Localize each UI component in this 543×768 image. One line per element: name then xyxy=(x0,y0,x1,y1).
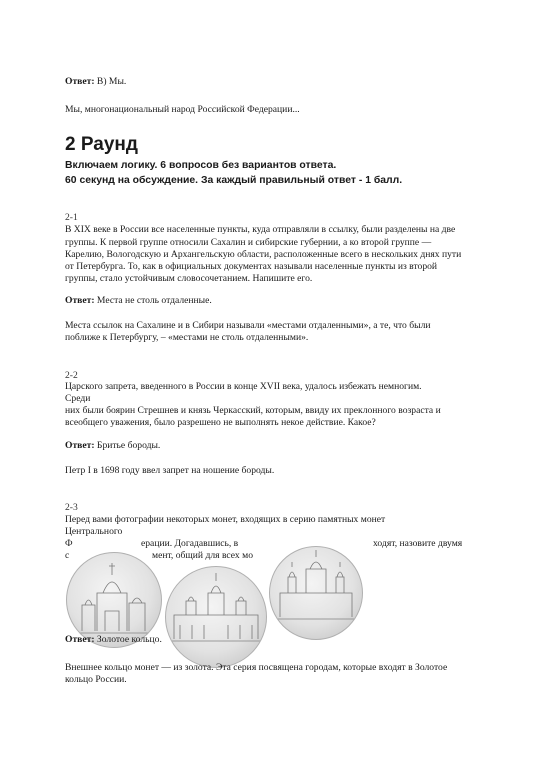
q3-note-2: кольцо России. xyxy=(65,674,127,685)
q3-answer-line xyxy=(65,634,162,647)
q3-line-3a: Ф xyxy=(65,538,73,549)
q3-line-4b: мент, общий для всех мо xyxy=(152,550,253,561)
q2-note: Петр I в 1698 году ввел запрет на ношение бороды. xyxy=(65,465,275,476)
coin-image-2 xyxy=(165,566,267,668)
answer-label: Ответ: xyxy=(65,634,95,645)
q3-line-3b: ерации. Догадавшись, в xyxy=(141,538,239,549)
q3-note-1: Внешнее кольцо монет — из золота. Эта серия посвящена городам, которые входят в Золотое xyxy=(65,662,448,673)
q1-line-1: В XIX веке в России все населенные пункты, куда отправляли в ссылку, были разделены на две xyxy=(65,224,456,235)
round-subtitle-2: 60 секунд на обсуждение. За каждый правильный ответ - 1 балл. xyxy=(65,175,403,186)
q1-note-1: Места ссылок на Сахалине и в Сибири называли «местами отдаленными», а те, что были xyxy=(65,320,431,331)
q3-line-1: Перед вами фотографии некоторых монет, входящих в серию памятных монет xyxy=(65,514,386,525)
r1-note: Мы, многонациональный народ Российской Федерации... xyxy=(65,104,300,115)
q1-answer-line xyxy=(65,295,212,308)
q3-line-4a: с xyxy=(65,550,70,561)
q2-answer-line xyxy=(65,440,160,453)
question-number: 2-2 xyxy=(65,370,78,381)
q2-line-2: Среди xyxy=(65,393,91,404)
answer-label: Ответ: xyxy=(65,76,95,87)
question-number: 2-1 xyxy=(65,212,78,223)
q3-line-3c: ходят, назовите двумя xyxy=(373,538,463,549)
round-title: 2 Раунд xyxy=(65,134,138,155)
q2-line-3: них были боярин Стрешнев и князь Черкасский, которым, ввиду их преклонного возраста и xyxy=(65,405,441,416)
q1-line-3: Карелию, Вологодскую и Архангельскую области, расположенные всего в нескольких днях пути xyxy=(65,249,462,260)
q1-line-2: группы. К первой группе относили Сахалин и сибирские губернии, а ко второй группе — xyxy=(65,237,432,248)
answer-label: Ответ: xyxy=(65,295,95,306)
coin-image-3 xyxy=(269,546,363,640)
answer-text: Бритье бороды. xyxy=(94,440,161,451)
round-subtitle-1: Включаем логику. 6 вопросов без вариантов ответа. xyxy=(65,160,337,171)
answer-text: Золотое кольцо. xyxy=(94,634,162,645)
answer-text: Места не столь отдаленные. xyxy=(94,295,212,306)
monastery-icon xyxy=(166,567,266,667)
question-number: 2-3 xyxy=(65,502,78,513)
q3-line-2: Центрального xyxy=(65,526,123,537)
q1-line-4: от Петербурга. То, как в официальных документах называли населенные пункты из второй xyxy=(65,261,438,272)
q2-line-4: всеобщего уважения, было разрешено не выполнять некое действие. Какое? xyxy=(65,417,376,428)
r1-answer-line xyxy=(65,76,126,89)
q2-line-1: Царского запрета, введенного в России в конце XVII века, удалось избежать немногим. xyxy=(65,381,422,392)
answer-text: В) Мы. xyxy=(94,76,127,87)
q1-note-2: поближе к Петербургу, – «местами не столь отдаленными». xyxy=(65,332,309,343)
kremlin-icon xyxy=(270,547,362,639)
answer-label: Ответ: xyxy=(65,440,95,451)
q1-line-5: группы, стало устойчивым словосочетанием. Напишите его. xyxy=(65,273,313,284)
church-icon xyxy=(67,553,161,647)
